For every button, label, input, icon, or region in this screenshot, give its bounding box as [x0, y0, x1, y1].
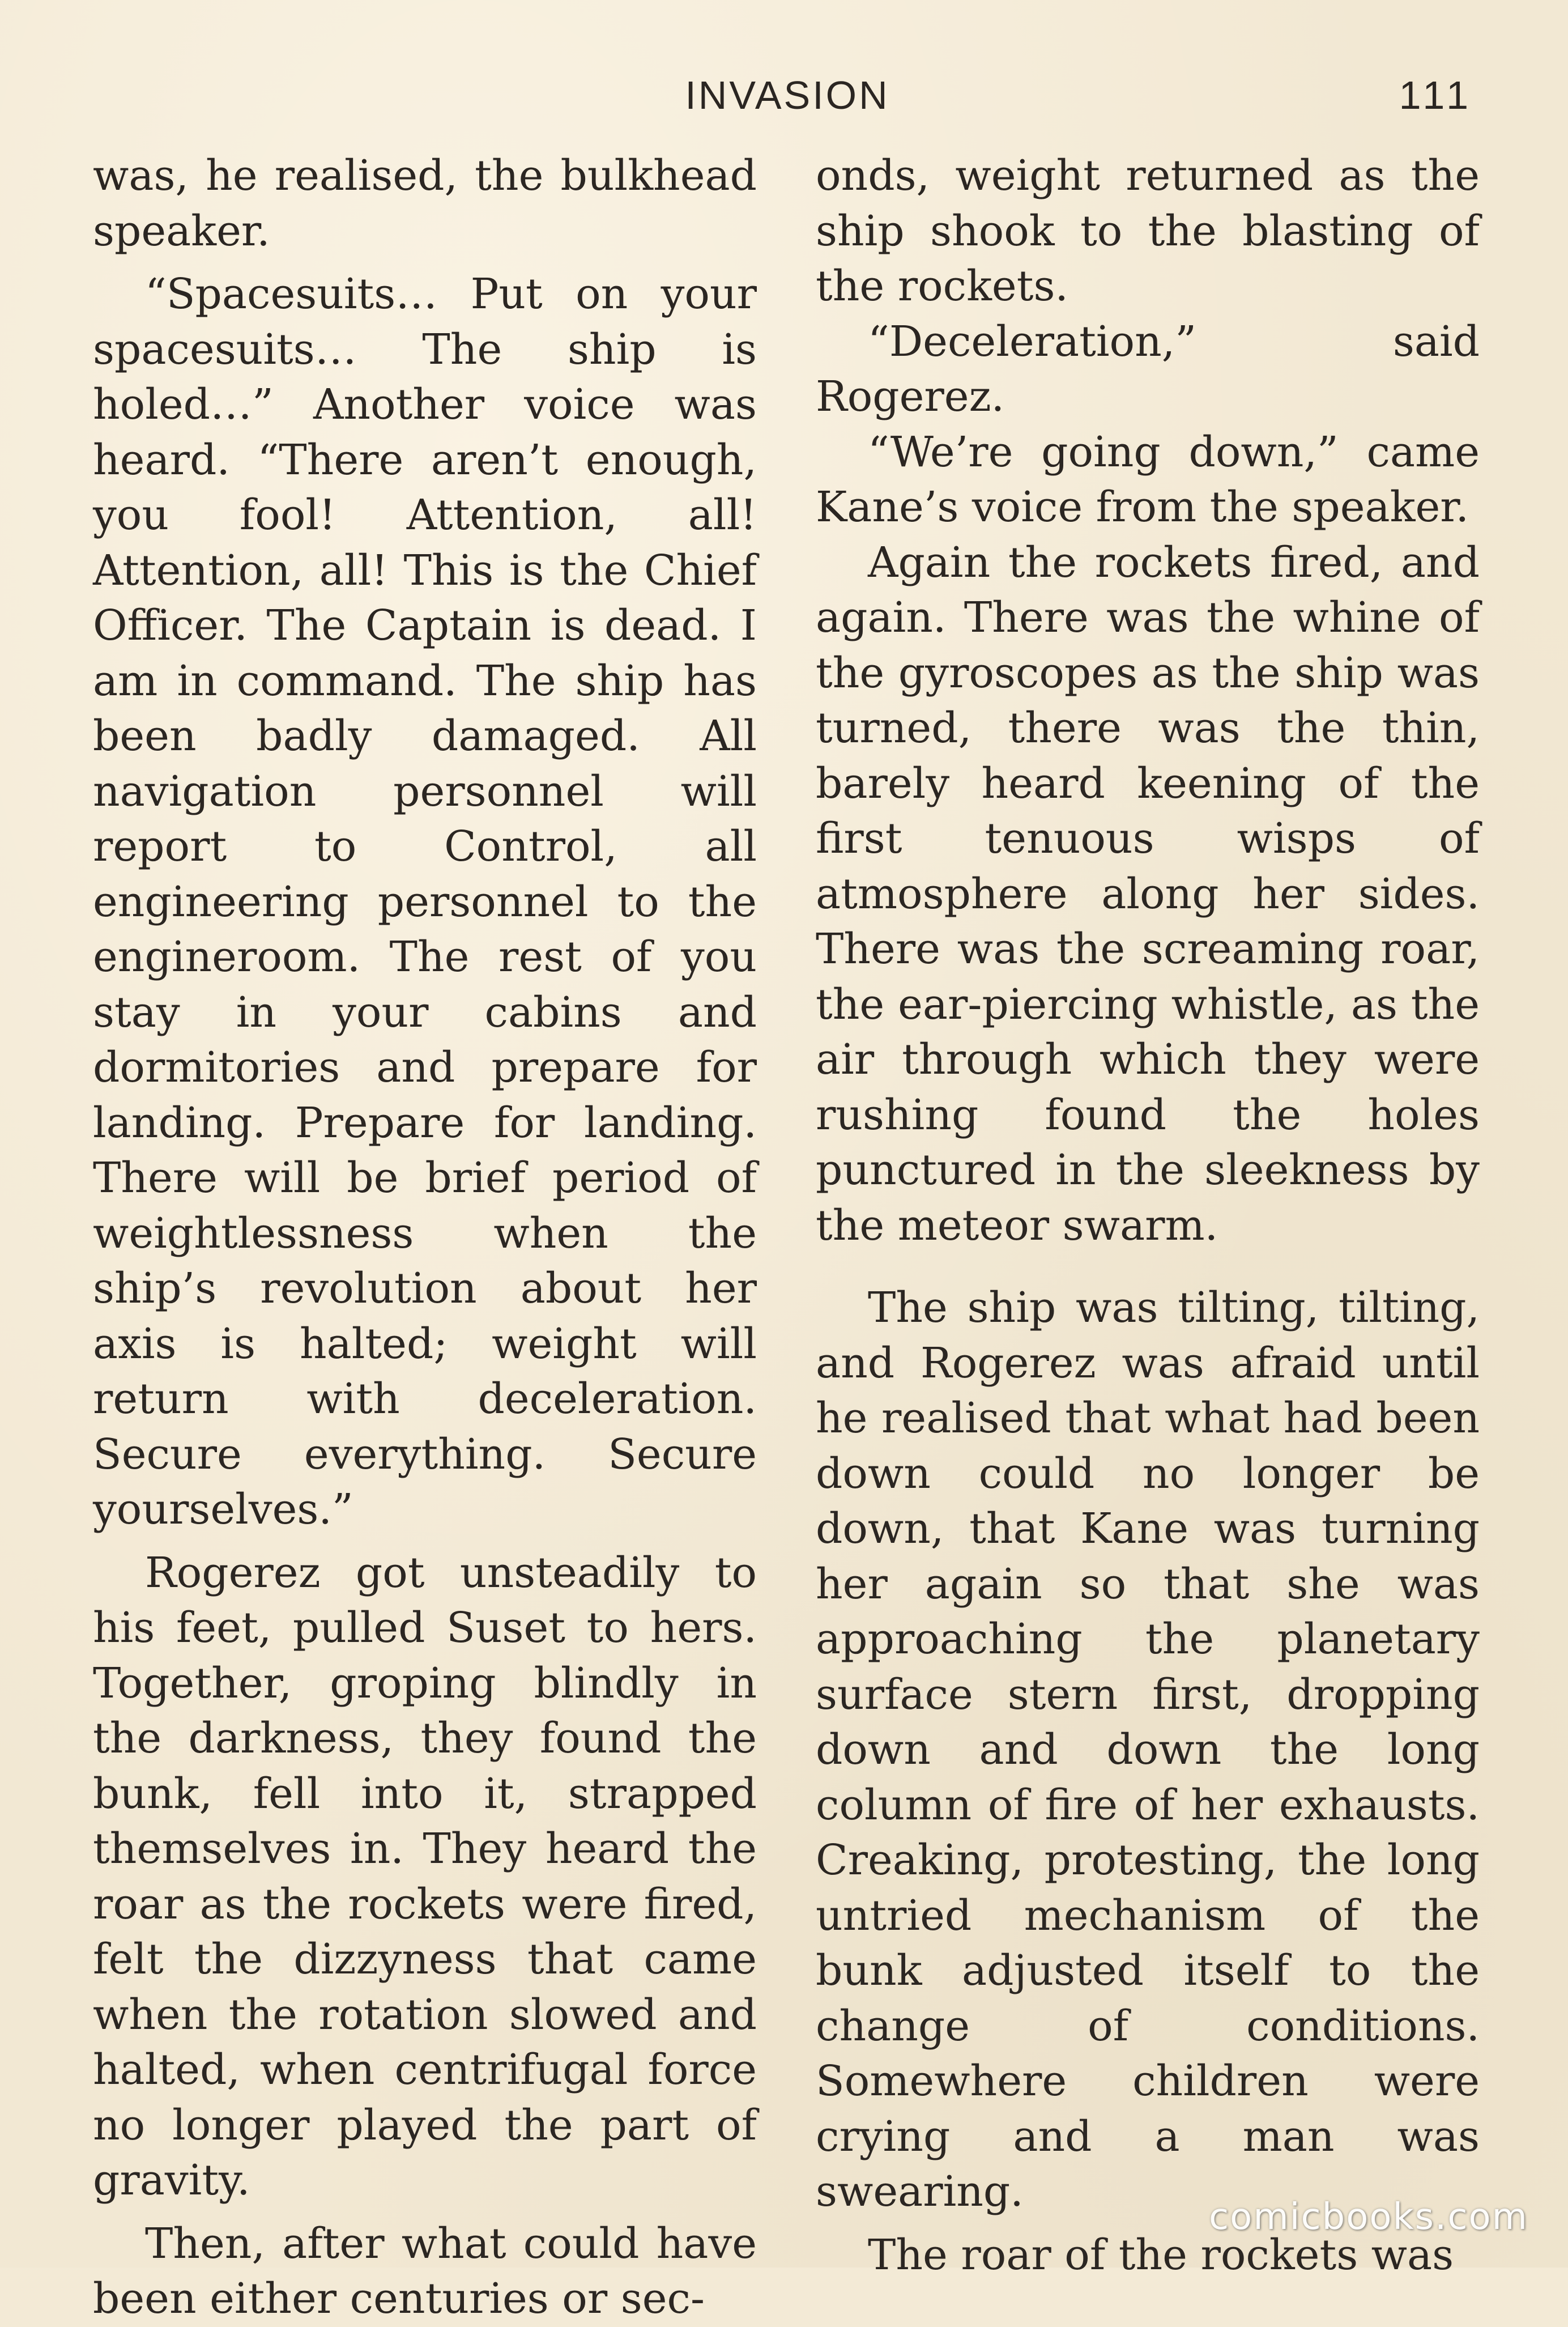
- paragraph: Then, after what could have been either centuries or sec-: [93, 2219, 757, 2323]
- page-number: 111: [1399, 73, 1473, 117]
- right-text-column: [816, 148, 1480, 2283]
- paragraph: was, he realised, the bulkhead speaker.: [93, 151, 757, 256]
- paragraph: Again the rockets fired, and again. There was the whine of the gyroscopes as the ship was turned, there was the thin, barely heard keening of the first tenuous wisps of atmosphere along her sides. There was the screaming roar, the ear-piercing whistle, as the air through which they were rushing found the holes punctured in the sleekness by the meteor swarm.: [816, 538, 1480, 1250]
- paragraph: onds, weight returned as the ship shook to the blasting of the rockets.: [816, 151, 1480, 310]
- paragraph: Rogerez got unsteadily to his feet, pulled Suset to hers. Together, groping blindly in the darkness, they found the bunk, fell into it, strapped themselves in. They heard the roar as the rockets were fired, felt the dizzyness that came when the rotation slowed and halted, when centrifugal force no longer played the part of gravity.: [93, 1548, 757, 2205]
- paragraph: “Spacesuits… Put on your spacesuits… The ship is holed…” Another voice was heard. “There aren’t enough, you fool! Attention, all! Attention, all! This is the Chief Officer. The Captain is dead. I am in command. The ship has been badly damaged. All navigation personnel will report to Control, all engineering personnel to the engineroom. The rest of you stay in your cabins and dormitories and prepare for landing. Prepare for landing. There will be brief period of weightlessness when the ship’s revolution about her axis is halted; weight will return with deceleration. Secure everything. Secure yourselves.”: [93, 270, 757, 1534]
- paragraph: The ship was tilting, tilting, and Rogerez was afraid until he realised that what had been down could no longer be down, that Kane was turning her again so that she was approaching the planetary surface stern first, dropping down and down the long column of fire of her exhausts. Creaking, protesting, the long untried mechanism of the bunk adjusted itself to the change of conditions. Somewhere children were crying and a man was swearing.: [816, 1283, 1480, 2216]
- running-head-title: INVASION: [685, 73, 890, 117]
- paragraph: “Deceleration,” said Rogerez.: [816, 317, 1480, 421]
- paragraph: The roar of the rockets was: [868, 2230, 1454, 2279]
- left-text-column: [93, 148, 757, 2327]
- site-watermark: comicbooks.com: [1208, 2196, 1528, 2238]
- paragraph: “We’re going down,” came Kane’s voice from the speaker.: [816, 427, 1480, 531]
